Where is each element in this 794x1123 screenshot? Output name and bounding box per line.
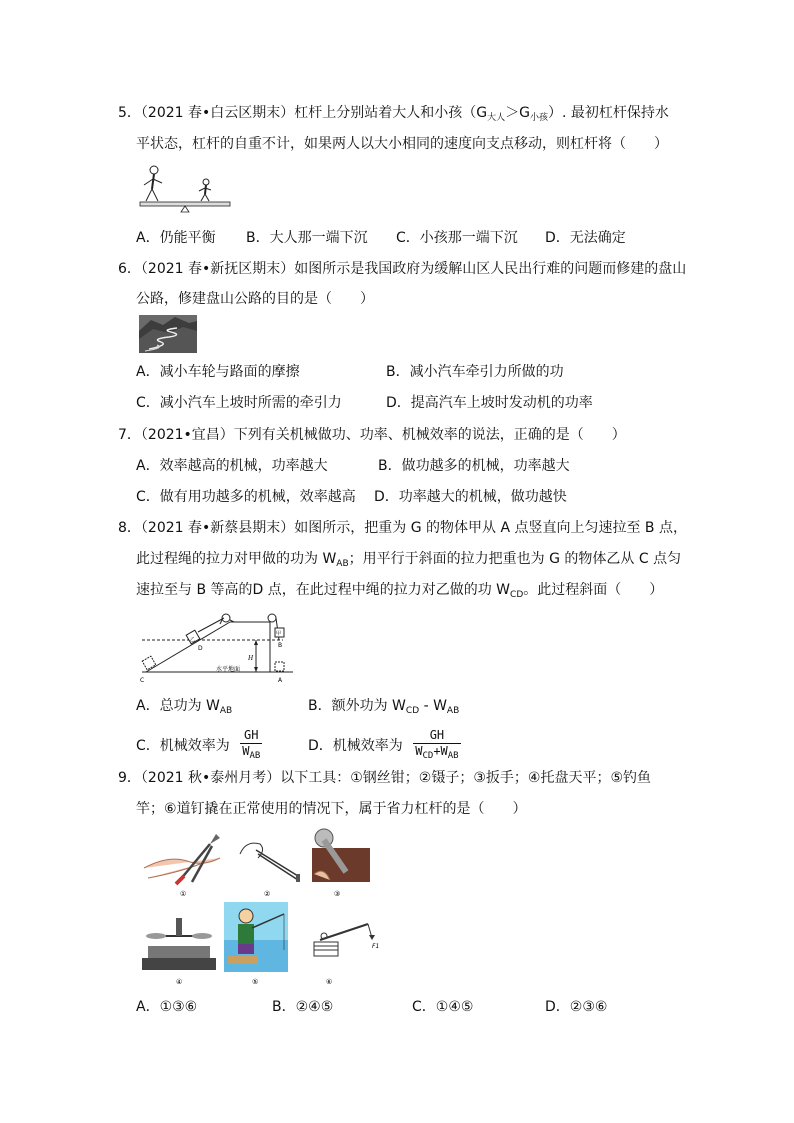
q5-option-b[interactable]: B．大人那一端下沉 [246,230,368,246]
q5-stem-line1: 5．（2021 春•白云区期末）杠杆上分别站着大人和小孩$(G_{大人}>G_{小孩})$. 最初杠杆保持水 [118,105,669,123]
q8-label-ground: 水平地面 [216,666,241,673]
q7-option-d[interactable]: D．功率越大的机械，做功越快 [374,489,567,505]
q8-option-d[interactable]: D．机械效率为 $\frac{GH}{W_{CD}+W_{AB}}$ [308,728,461,764]
q8-option-c-fraction: $\frac{GH}{W_{AB}}$ [242,728,261,761]
q5-seesaw-figure [138,163,234,213]
q9-stem-line2: 竿；⑥道钉撬在正常使用的情况下，属于省力杠杆的是（ ） [136,801,527,817]
q8-incline-figure [138,610,298,688]
q8-label-c: C [140,677,145,684]
q8-option-d-fraction: $\frac{GH}{W_{CD}+W_{AB}}$ [415,728,459,761]
q8-label-b: B [278,642,283,649]
q9-fig-label-3: ③ [334,890,341,898]
q9-fig-label-5: ⑤ [252,978,259,986]
q9-tool-1-pliers [140,828,230,900]
q7-stem-line1: 7．（2021•宜昌）下列有关机械做功、功率、机械效率的说法，正确的是（ ） [118,427,626,443]
q5-option-c[interactable]: C．小孩那一端下沉 [396,230,518,246]
q9-tool-3-wrench [310,826,372,898]
q8-label-h: H [248,654,254,662]
q8-label-d: D [198,645,203,652]
q6-option-d[interactable]: D．提高汽车上坡时发动机的功率 [386,395,593,411]
q8-option-b[interactable]: B．额外功为 $W_{CD} - W_{AB}$ [308,698,460,716]
q9-option-d[interactable]: D．②③⑥ [545,999,608,1015]
q6-option-c[interactable]: C．减小汽车上坡时所需的牵引力 [136,395,342,411]
q8-label-a: A [278,677,283,684]
q9-fig-label-1: ① [180,890,187,898]
q9-tool-2-tweezers [236,832,306,900]
q7-option-b[interactable]: B．做功越多的机械，功率越大 [378,458,570,474]
q8-label-jia: 甲 [276,631,282,637]
q8-stem-line1: 8．（2021 春•新蔡县期末）如图所示，把重为 G 的物体甲从 A 点竖直向上匀速拉至 B 点， [118,520,687,536]
q9-fig-label-4: ④ [176,978,183,986]
q6-mountain-road-photo [139,315,197,353]
q9-fig-label-2: ② [264,890,271,898]
q9-stem-line1: 9．（2021 秋•泰州月考）以下工具：①钢丝钳；②镊子；③扳手；④托盘天平；⑤钓鱼 [118,770,651,786]
q8-label-yi: 乙 [190,637,196,643]
q9-f1-label: F1 [372,943,380,950]
q9-fig-label-6: ⑥ [326,978,333,986]
q6-option-b[interactable]: B．减小汽车牵引力所做的功 [386,364,564,380]
q8-option-c[interactable]: C．机械效率为 $\frac{GH}{W_{AB}}$ [136,728,262,764]
q6-stem-line1: 6．（2021 春•新抚区期末）如图所示是我国政府为缓解山区人民出行难的问题而修建的盘山 [118,261,687,277]
q9-option-c[interactable]: C．①④⑤ [412,999,474,1015]
q8-stem-line3: 速拉至与 B 等高的D 点，在此过程中绳的拉力对乙做的功 $W_{CD}$。此过程斜面（ ） [136,582,664,600]
q8-option-a[interactable]: A．总功为 $W_{AB}$ [136,698,233,716]
q9-tool-6-crowbar [310,918,382,988]
q8-stem-line2: 此过程绳的拉力对甲做的功为 $W_{AB}$；用平行于斜面的拉力把重也为 G 的物体乙从 C 点匀 [136,551,682,569]
q9-option-a[interactable]: A．①③⑥ [136,999,198,1015]
q6-stem-line2: 公路，修建盘山公路的目的是（ ） [136,291,374,307]
q5-option-a[interactable]: A．仍能平衡 [136,230,216,246]
q9-option-b[interactable]: B．②④⑤ [272,999,334,1015]
q5-stem-line2: 平状态，杠杆的自重不计，如果两人以大小相同的速度向支点移动，则杠杆将（ ） [136,136,668,152]
q7-option-c[interactable]: C．做有用功越多的机械，效率越高 [136,489,356,505]
q9-tool-4-balance [138,906,220,986]
q9-tool-5-fishing-rod [222,900,302,988]
q6-option-a[interactable]: A．减小车轮与路面的摩擦 [136,364,300,380]
q7-option-a[interactable]: A．效率越高的机械，功率越大 [136,458,328,474]
q5-option-d[interactable]: D．无法确定 [545,230,626,246]
